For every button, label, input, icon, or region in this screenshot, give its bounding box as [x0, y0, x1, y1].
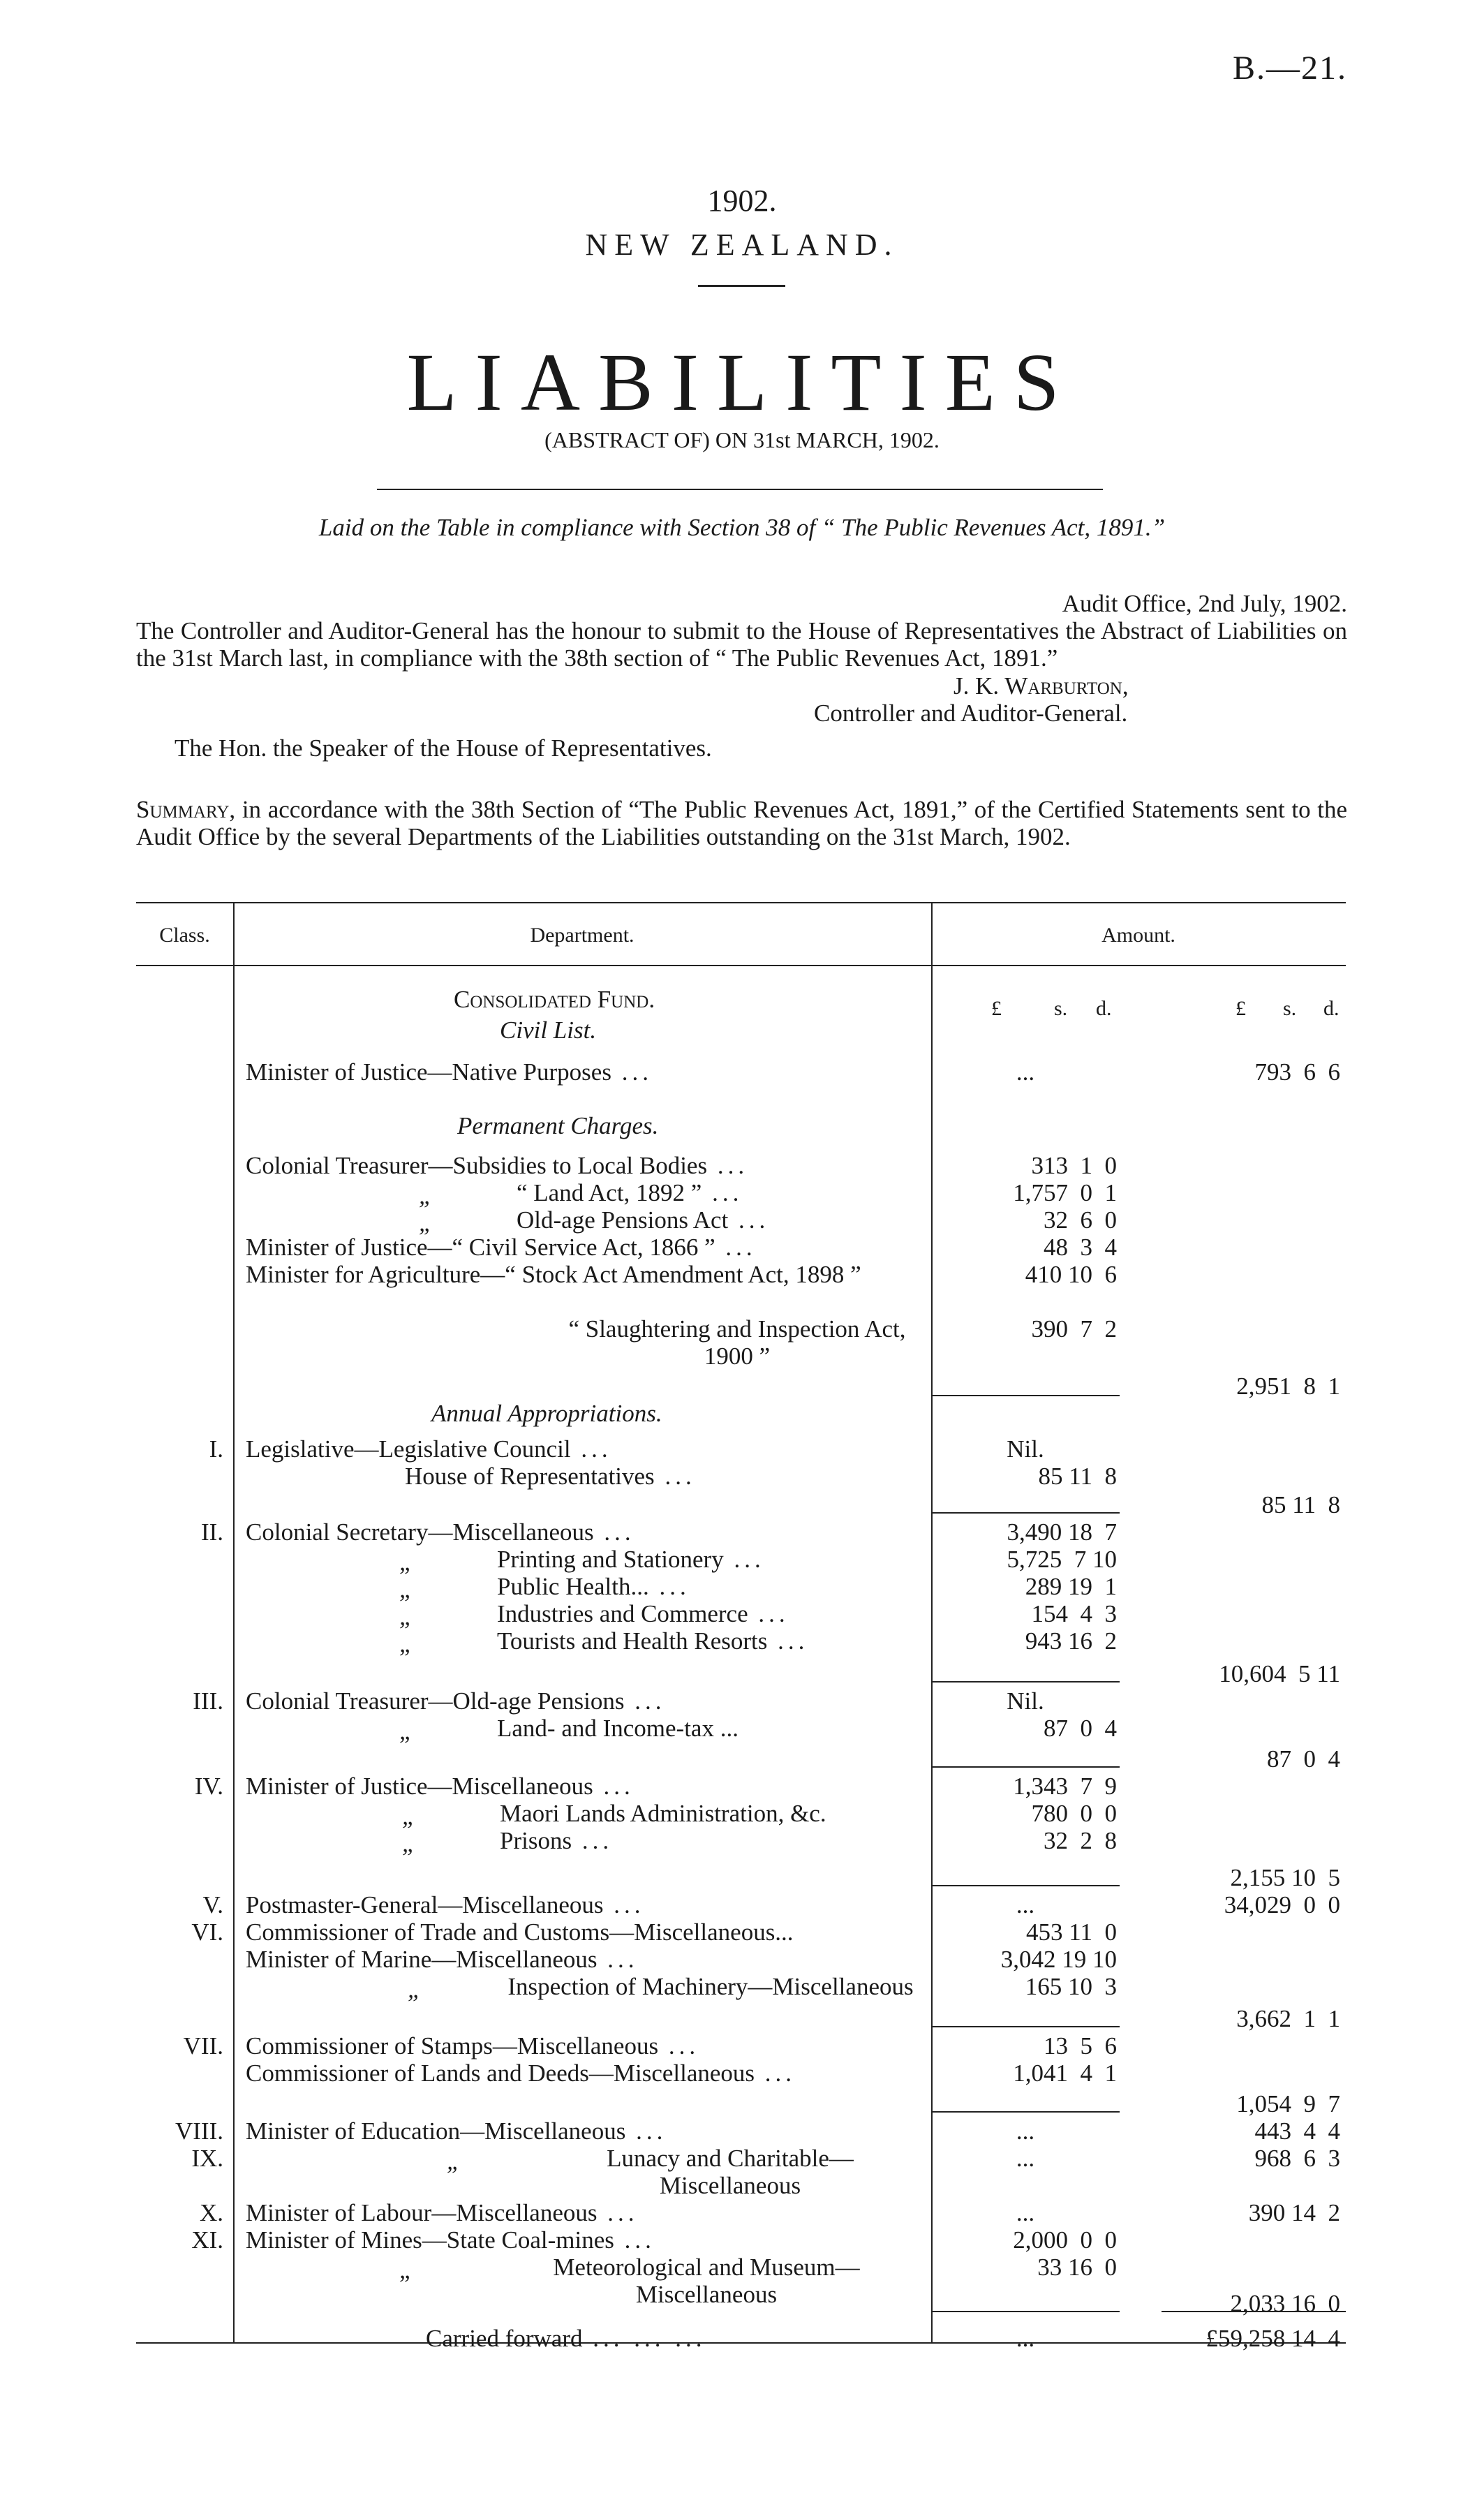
leader-dots: ... [702, 1179, 743, 1206]
amount-total: 87 0 4 [1267, 1745, 1340, 1773]
leader-dots: ... [597, 2199, 639, 2226]
class-number: VI. [191, 1918, 223, 1946]
class-number: VIII. [175, 2117, 223, 2145]
subamount: 33 16 0 [1037, 2254, 1117, 2281]
leader-dots: ... [715, 1234, 757, 1261]
leader-dots: ... [625, 2117, 667, 2145]
subtotal-rule [931, 1395, 1120, 1396]
subamount: 3,490 18 7 [1007, 1518, 1117, 1546]
page-title: LIABILITIES [406, 337, 1078, 428]
header-amount: Amount. [1101, 924, 1175, 947]
class-column-divider [233, 902, 235, 2342]
subamount: 1,343 7 9 [1013, 1773, 1117, 1800]
leader-dots: ... [748, 1600, 789, 1627]
table-header-rule [136, 965, 1346, 966]
summary-lead: Summary, [136, 796, 236, 823]
department-text: Lunacy and Charitable—Miscellaneous [607, 2145, 854, 2199]
amount-total: 793 6 6 [1254, 1058, 1340, 1086]
subamount: 32 6 0 [1044, 1206, 1117, 1234]
department-text: Printing and Stationery [497, 1546, 724, 1573]
department-line [246, 1435, 916, 1463]
class-number: XI. [191, 2226, 223, 2254]
department-text: Tourists and Health Resorts [497, 1627, 768, 1655]
ditto-mark: „ [402, 1803, 416, 1830]
department-text: Meteorological and Museum—Miscellaneous [553, 2254, 860, 2308]
department-line [497, 2254, 916, 2308]
subamount: 48 3 4 [1044, 1234, 1117, 1261]
subtotal-rule [931, 2311, 1120, 2312]
department-line [246, 1234, 916, 1261]
amount-total: 443 4 4 [1254, 2117, 1340, 2145]
department-text: House of Representatives [405, 1463, 655, 1490]
subamount: Nil. [1007, 1435, 1044, 1463]
leader-dots: ... [707, 1152, 749, 1179]
department-text: “ Slaughtering and Inspection Act, 1900 ” [568, 1315, 906, 1370]
leader-dots: ... [654, 1463, 696, 1490]
department-text: Minister of Labour—Miscellaneous [246, 2199, 598, 2226]
department-text: Inspection of Machinery—Miscellaneous [507, 1973, 914, 2000]
section-permanent-charges: Permanent Charges. [457, 1112, 659, 1139]
ditto-mark: „ [399, 1717, 413, 1745]
department-line [500, 1800, 916, 1827]
subamount: 32 2 8 [1044, 1827, 1117, 1854]
department-text: Minister of Mines—State Coal-mines [246, 2226, 614, 2254]
subamount: 390 7 2 [1031, 1315, 1117, 1343]
letter-addressee: The Hon. the Speaker of the House of Representatives. [175, 734, 712, 762]
subamount: 289 19 1 [1025, 1573, 1117, 1600]
shilling-head-2: s. [1283, 997, 1297, 1020]
amount-total: 2,033 16 0 [1230, 2290, 1340, 2317]
class-number: IV. [194, 1773, 223, 1800]
ditto-mark: „ [399, 2256, 413, 2284]
department-line [246, 2059, 916, 2087]
department-text: Colonial Treasurer—Old-age Pensions [246, 1687, 625, 1715]
subtotal-rule [931, 1885, 1120, 1886]
subamount: Nil. [1007, 1687, 1044, 1715]
pence-head-1: d. [1096, 997, 1112, 1020]
section-civil-list: Civil List. [500, 1016, 597, 1044]
subamount: 1,041 4 1 [1013, 2059, 1117, 2087]
subamount: ... [1016, 2117, 1035, 2145]
department-line [246, 1918, 916, 1946]
department-text: Commissioner of Trade and Customs—Miscellaneous... [246, 1918, 794, 1946]
subamount: 453 11 0 [1026, 1918, 1117, 1946]
department-line [246, 2117, 916, 2145]
laid-on-table-note: Laid on the Table in compliance with Section 38 of “ The Public Revenues Act, 1891.” [318, 514, 1166, 541]
pound-head-1: £ [991, 997, 1002, 1020]
department-line [246, 1946, 916, 1973]
leader-dots: ... ... ... [582, 2325, 706, 2352]
department-line [246, 1058, 916, 1086]
department-text: Old-age Pensions Act [517, 1206, 729, 1234]
department-line [544, 2145, 916, 2199]
department-line [497, 1627, 916, 1655]
department-line [246, 2226, 916, 2254]
department-text: Public Health... [497, 1573, 649, 1600]
section-annual-appropriations: Annual Appropriations. [431, 1400, 662, 1427]
class-number: IX. [191, 2145, 223, 2172]
header-class: Class. [159, 924, 210, 947]
subamount: 313 1 0 [1031, 1152, 1117, 1179]
department-line [497, 1600, 916, 1627]
leader-dots: ... [767, 1627, 809, 1655]
department-line [558, 1315, 916, 1370]
department-text: Maori Lands Administration, &c. [500, 1800, 826, 1827]
leader-dots: ... [755, 2059, 796, 2087]
department-line [517, 1179, 916, 1206]
subtotal-rule [931, 1766, 1120, 1768]
subamount: 87 0 4 [1044, 1715, 1117, 1742]
subamount: ... [1016, 2199, 1035, 2226]
subamount: 410 10 6 [1025, 1261, 1117, 1288]
department-line [497, 1573, 916, 1600]
summary-paragraph [136, 796, 1347, 850]
page-subtitle: (ABSTRACT OF) ON 31st MARCH, 1902. [544, 427, 940, 452]
carried-forward-label [426, 2325, 706, 2352]
subamount: 165 10 3 [1025, 1973, 1117, 2000]
subamount: 943 16 2 [1025, 1627, 1117, 1655]
table-top-rule [136, 902, 1346, 903]
department-line [405, 1463, 916, 1490]
subamount: ... [1016, 1058, 1035, 1086]
class-number: II. [200, 1518, 223, 1546]
carried-forward-total: £59,258 14 4 [1205, 2325, 1340, 2352]
amount-total: 2,155 10 5 [1230, 1864, 1340, 1891]
department-text: Minister of Education—Miscellaneous [246, 2117, 626, 2145]
department-line [246, 1261, 916, 1288]
subtotal-rule [931, 2111, 1120, 2113]
department-line [246, 1518, 916, 1546]
department-line [497, 1546, 916, 1573]
department-line [246, 1152, 916, 1179]
subtotal-rule [931, 2026, 1120, 2027]
leader-dots: ... [611, 1058, 653, 1086]
pound-head-2: £ [1236, 997, 1246, 1020]
department-line [500, 1827, 916, 1854]
department-text: Minister of Marine—Miscellaneous [246, 1946, 598, 1973]
amount-total: 85 11 8 [1261, 1491, 1340, 1518]
carried-forward-subamount: ... [1016, 2325, 1035, 2352]
class-number: V. [202, 1891, 223, 1918]
shilling-head-1: s. [1054, 997, 1068, 1020]
leader-dots: ... [614, 2226, 655, 2254]
document-reference: B.—21. [1232, 50, 1347, 87]
department-text: “ Land Act, 1892 ” [517, 1179, 702, 1206]
subamount: 5,725 7 10 [1007, 1546, 1117, 1573]
department-text: Minister of Justice—Native Purposes [246, 1058, 611, 1086]
subamount: 85 11 8 [1038, 1463, 1117, 1490]
leader-dots: ... [570, 1435, 612, 1463]
department-text: Colonial Treasurer—Subsidies to Local Bodies [246, 1152, 708, 1179]
department-text: Minister for Agriculture—“ Stock Act Amendment Act, 1898 ” [246, 1261, 861, 1288]
leader-dots: ... [572, 1827, 614, 1854]
summary-text: in accordance with the 38th Section of “The Public Revenues Act, 1891,” of the Certified Statements sent to the Audit Office by the several Departments of the Liabilities outstanding on the 31st March, 1902. [136, 796, 1348, 850]
department-line [246, 1773, 916, 1800]
amount-total: 3,662 1 1 [1236, 2005, 1340, 2032]
department-text: Postmaster-General—Miscellaneous [246, 1891, 604, 1918]
department-line [246, 1687, 916, 1715]
leader-dots: ... [593, 1773, 635, 1800]
heading-divider [698, 285, 785, 287]
pence-head-2: d. [1323, 997, 1340, 1020]
leader-dots: ... [723, 1546, 765, 1573]
class-number: X. [199, 2199, 223, 2226]
department-text: Prisons [500, 1827, 572, 1854]
amount-total: 968 6 3 [1254, 2145, 1340, 2172]
signature-title: Controller and Auditor-General. [810, 700, 1131, 727]
department-line [505, 1973, 916, 2000]
carried-forward-text: Carried forward [426, 2325, 583, 2352]
subamount: 1,757 0 1 [1013, 1179, 1117, 1206]
amount-total: 1,054 9 7 [1236, 2090, 1340, 2117]
department-line [246, 1891, 916, 1918]
country-heading: NEW ZEALAND. [585, 228, 899, 262]
leader-dots: ... [658, 2032, 700, 2059]
letter-body: The Controller and Auditor-General has the honour to submit to the House of Representatives the Abstract of Liabilities on the 31st March last, in compliance with the 38th section of “ The Public Revenues Act, 1891.” [136, 617, 1347, 672]
department-text: Commissioner of Stamps—Miscellaneous [246, 2032, 659, 2059]
department-line [517, 1206, 916, 1234]
ditto-mark: „ [408, 1976, 422, 2003]
section-consolidated-fund: Consolidated Fund. [454, 986, 655, 1013]
class-number: III. [193, 1687, 223, 1715]
subamount: 3,042 19 10 [1000, 1946, 1117, 1973]
amount-total: 390 14 2 [1248, 2199, 1340, 2226]
department-text: Industries and Commerce [497, 1600, 748, 1627]
letter-address: Audit Office, 2nd July, 1902. [1062, 590, 1347, 617]
subamount: ... [1016, 2145, 1035, 2172]
class-number: VII. [183, 2032, 223, 2059]
ditto-mark: „ [419, 1182, 433, 1209]
leader-dots: ... [593, 1518, 635, 1546]
leader-dots: ... [624, 1687, 666, 1715]
amount-total: 10,604 5 11 [1219, 1660, 1340, 1687]
ditto-mark: „ [399, 1548, 413, 1576]
department-line [246, 2032, 916, 2059]
amount-total: 34,029 0 0 [1224, 1891, 1340, 1918]
leader-dots: ... [597, 1946, 639, 1973]
header-department: Department. [530, 924, 635, 947]
ditto-mark: „ [402, 1830, 416, 1857]
department-line [497, 1715, 916, 1742]
department-line [246, 2199, 916, 2226]
department-text: Land- and Income-tax ... [497, 1715, 739, 1742]
document-year: 1902. [707, 184, 777, 218]
department-text: Minister of Justice—“ Civil Service Act, 1866 ” [246, 1234, 715, 1261]
ditto-mark: „ [419, 1209, 433, 1236]
subtotal-rule [931, 1512, 1120, 1514]
leader-dots: ... [728, 1206, 770, 1234]
leader-dots: ... [603, 1891, 645, 1918]
amount-total: 2,951 8 1 [1236, 1373, 1340, 1400]
subtitle-divider [377, 489, 1103, 490]
signature-name: J. K. Warburton, [949, 672, 1133, 700]
ditto-mark: „ [447, 2147, 461, 2175]
class-number: I. [209, 1435, 223, 1463]
subamount: 13 5 6 [1044, 2032, 1117, 2059]
department-text: Legislative—Legislative Council [246, 1435, 571, 1463]
department-text: Minister of Justice—Miscellaneous [246, 1773, 593, 1800]
subamount: 2,000 0 0 [1013, 2226, 1117, 2254]
subamount: ... [1016, 1891, 1035, 1918]
ditto-mark: „ [399, 1630, 413, 1657]
subamount: 780 0 0 [1031, 1800, 1117, 1827]
ditto-mark: „ [399, 1576, 413, 1603]
department-text: Commissioner of Lands and Deeds—Miscellaneous [246, 2059, 755, 2087]
leader-dots: ... [648, 1573, 690, 1600]
subamount: 154 4 3 [1031, 1600, 1117, 1627]
ditto-mark: „ [399, 1603, 413, 1630]
department-text: Colonial Secretary—Miscellaneous [246, 1518, 594, 1546]
subtotal-rule [931, 1681, 1120, 1683]
